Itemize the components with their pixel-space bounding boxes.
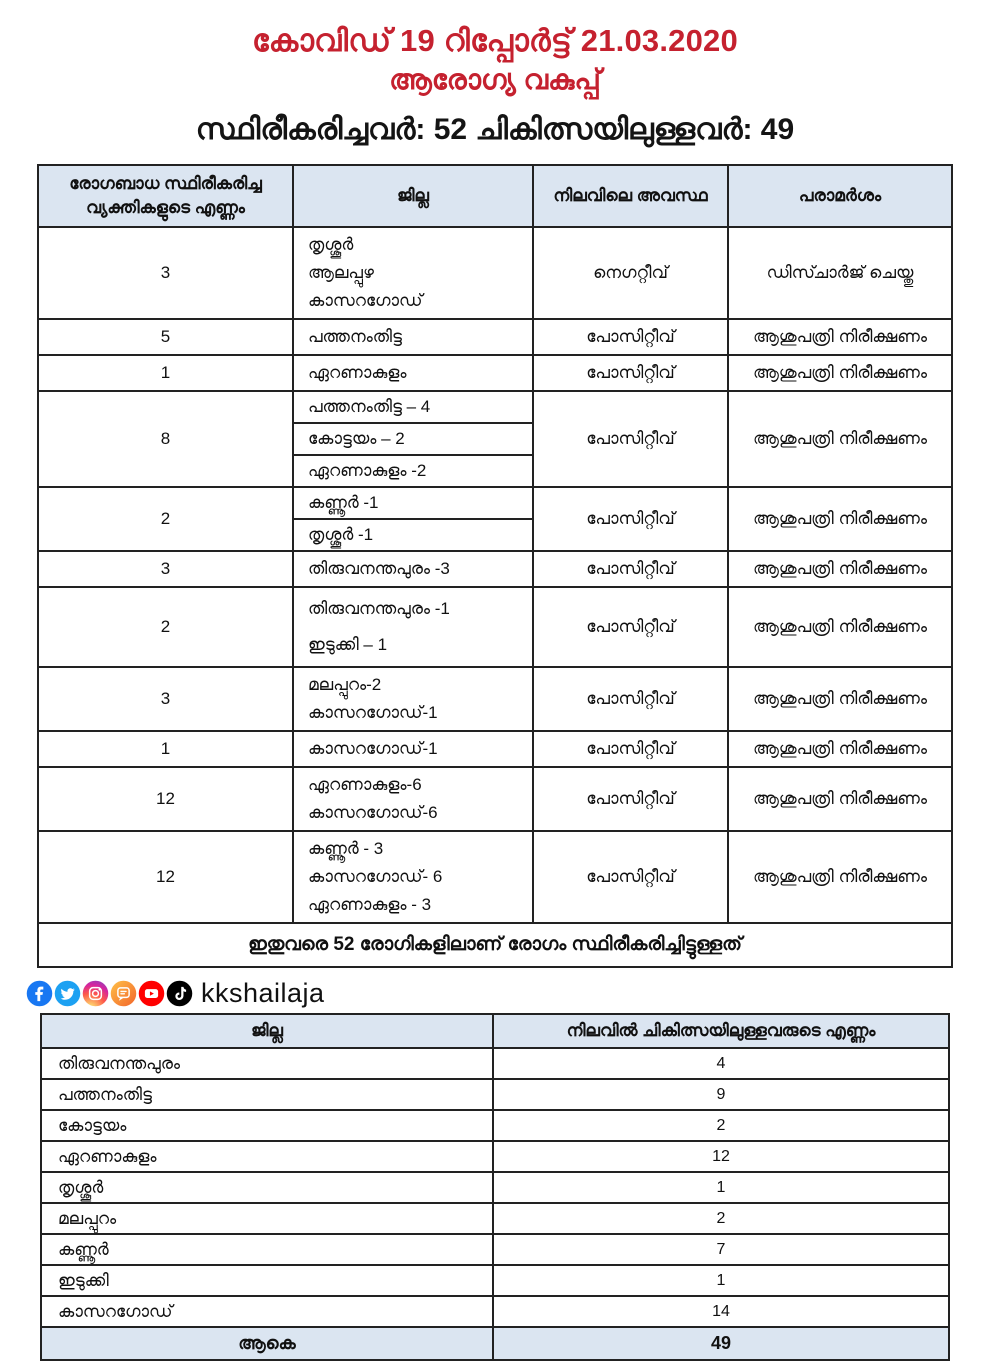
cases-table	[37, 164, 953, 968]
district-line: തിരുവനന്തപുരം -3	[308, 559, 450, 578]
table-row	[38, 587, 952, 667]
district-count: 7	[493, 1234, 949, 1265]
sharechat-icon	[110, 980, 137, 1007]
tiktok-icon	[166, 980, 193, 1007]
district-cell	[293, 667, 533, 731]
district-name: കണ്ണൂർ	[41, 1234, 493, 1265]
table-row	[41, 1172, 949, 1203]
district-count: 14	[493, 1296, 949, 1327]
district-line: തിരുവനന്തപുരം -1	[308, 599, 450, 618]
district-name: മലപ്പുറം	[41, 1203, 493, 1234]
district-count: 2	[493, 1110, 949, 1141]
status-cell: നെഗറ്റീവ്	[533, 227, 728, 319]
remark-cell: ആശുപത്രി നിരീക്ഷണം	[728, 767, 952, 831]
district-cell	[293, 355, 533, 391]
header-current-status: നിലവിലെ അവസ്ഥ	[533, 165, 728, 227]
table-row	[38, 767, 952, 831]
district-line: കാസറഗോഡ്	[308, 291, 423, 310]
district-cell	[293, 227, 533, 319]
status-cell: പോസിറ്റീവ്	[533, 551, 728, 587]
status-cell: പോസിറ്റീവ്	[533, 319, 728, 355]
table-row	[41, 1048, 949, 1079]
case-count: 1	[38, 355, 293, 391]
social-bar	[26, 977, 990, 1009]
district-line: കാസറഗോഡ്-1	[308, 739, 438, 758]
district-cell	[293, 767, 533, 831]
table-row	[41, 1234, 949, 1265]
district-name: ഏറണാകുളം	[41, 1141, 493, 1172]
district-line: ഏറണാകുളം - 3	[308, 895, 432, 914]
case-count: 1	[38, 731, 293, 767]
table-footer-row	[38, 923, 952, 967]
district-line: ആലപ്പുഴ	[308, 263, 374, 282]
table-row	[41, 1265, 949, 1296]
table-row	[38, 227, 952, 319]
table-row	[38, 487, 952, 551]
district-name: കാസറഗോഡ്	[41, 1296, 493, 1327]
summary-header-district: ജില്ല	[41, 1014, 493, 1048]
table-row	[41, 1296, 949, 1327]
case-count: 12	[38, 767, 293, 831]
remark-cell: ആശുപത്രി നിരീക്ഷണം	[728, 831, 952, 923]
header-remark: പരാമർശം	[728, 165, 952, 227]
district-line: മലപ്പുറം-2	[308, 675, 382, 694]
case-count: 12	[38, 831, 293, 923]
table-row	[38, 551, 952, 587]
summary-header-row	[41, 1014, 949, 1048]
header-district: ജില്ല	[293, 165, 533, 227]
district-count: 1	[493, 1172, 949, 1203]
case-count: 5	[38, 319, 293, 355]
district-cell	[293, 551, 533, 587]
table-row	[41, 1141, 949, 1172]
case-count: 3	[38, 227, 293, 319]
case-count: 3	[38, 551, 293, 587]
status-cell: പോസിറ്റീവ്	[533, 831, 728, 923]
remark-cell: ആശുപത്രി നിരീക്ഷണം	[728, 355, 952, 391]
remark-cell: ആശുപത്രി നിരീക്ഷണം	[728, 391, 952, 487]
district-cell	[293, 587, 533, 667]
district-line: ഏറണാകുളം	[308, 363, 407, 382]
instagram-icon	[82, 980, 109, 1007]
district-count: 1	[493, 1265, 949, 1296]
district-cell	[293, 319, 533, 355]
total-confirmed-note: ഇതുവരെ 52 രോഗികളിലാണ് രോഗം സ്ഥിരീകരിച്ചിട്ടുള്ളത്	[38, 923, 952, 967]
district-cell	[293, 487, 533, 551]
header-confirmed-count	[38, 165, 293, 227]
table-row	[41, 1203, 949, 1234]
table-row	[41, 1110, 949, 1141]
district-line: തൃശ്ശൂർ	[308, 235, 354, 254]
header-confirmed-count-line1: രോഗബാധ സ്ഥിരീകരിച്ച	[69, 174, 262, 193]
status-cell: പോസിറ്റീവ്	[533, 587, 728, 667]
status-cell: പോസിറ്റീവ്	[533, 767, 728, 831]
table-row	[41, 1079, 949, 1110]
district-name: തൃശ്ശൂർ	[41, 1172, 493, 1203]
district-name: തിരുവനന്തപുരം	[41, 1048, 493, 1079]
status-cell: പോസിറ്റീവ്	[533, 355, 728, 391]
page-title: കോവിഡ് 19 റിപ്പോർട്ട് 21.03.2020	[252, 23, 738, 58]
district-subcell: പത്തനംതിട്ട – 4	[308, 397, 431, 416]
district-line: ഇടുക്കി – 1	[308, 635, 388, 654]
district-line: കാസറഗോഡ്-1	[308, 703, 438, 722]
district-name: കോട്ടയം	[41, 1110, 493, 1141]
district-cell	[293, 391, 533, 487]
case-count: 2	[38, 487, 293, 551]
district-subcell: കണ്ണൂർ -1	[308, 493, 379, 512]
district-line: കാസറഗോഡ്- 6	[308, 867, 443, 886]
district-subcell: ഏറണാകുളം -2	[294, 454, 532, 486]
district-count: 4	[493, 1048, 949, 1079]
table-row	[38, 667, 952, 731]
remark-cell: ഡിസ്ചാർജ് ചെയ്തു	[728, 227, 952, 319]
header-confirmed-count-line2: വ്യക്തികളുടെ എണ്ണം	[86, 198, 245, 217]
district-name: പത്തനംതിട്ട	[41, 1079, 493, 1110]
district-summary-table	[40, 1013, 950, 1361]
table-row	[38, 391, 952, 487]
district-line: കണ്ണൂർ - 3	[308, 839, 384, 858]
cases-table-header-row	[38, 165, 952, 227]
status-cell: പോസിറ്റീവ്	[533, 391, 728, 487]
remark-cell: ആശുപത്രി നിരീക്ഷണം	[728, 551, 952, 587]
district-subcell: തൃശ്ശൂർ -1	[294, 518, 532, 550]
case-count: 3	[38, 667, 293, 731]
district-subcell: കോട്ടയം – 2	[294, 422, 532, 454]
social-handle: kkshailaja	[201, 977, 325, 1008]
district-line: പത്തനംതിട്ട	[308, 327, 402, 346]
district-line: കാസറഗോഡ്-6	[308, 803, 438, 822]
status-cell: പോസിറ്റീവ്	[533, 667, 728, 731]
district-count: 2	[493, 1203, 949, 1234]
status-cell: പോസിറ്റീവ്	[533, 487, 728, 551]
remark-cell: ആശുപത്രി നിരീക്ഷണം	[728, 731, 952, 767]
facebook-icon	[26, 980, 53, 1007]
summary-header-count: നിലവിൽ ചികിത്സയിലുള്ളവരുടെ എണ്ണം	[493, 1014, 949, 1048]
district-count: 12	[493, 1141, 949, 1172]
summary-total-row	[41, 1327, 949, 1360]
total-value: 49	[493, 1327, 949, 1360]
district-count: 9	[493, 1079, 949, 1110]
status-cell: പോസിറ്റീവ്	[533, 731, 728, 767]
total-label: ആകെ	[41, 1327, 493, 1360]
case-count: 8	[38, 391, 293, 487]
district-line: ഏറണാകുളം-6	[308, 775, 422, 794]
remark-cell: ആശുപത്രി നിരീക്ഷണം	[728, 587, 952, 667]
district-cell	[293, 831, 533, 923]
table-row	[38, 355, 952, 391]
table-row	[38, 831, 952, 923]
district-name: ഇടുക്കി	[41, 1265, 493, 1296]
case-count: 2	[38, 587, 293, 667]
youtube-icon	[138, 980, 165, 1007]
twitter-icon	[54, 980, 81, 1007]
remark-cell: ആശുപത്രി നിരീക്ഷണം	[728, 319, 952, 355]
page-subtitle: ആരോഗ്യ വകുപ്പ്	[389, 64, 601, 95]
remark-cell: ആശുപത്രി നിരീക്ഷണം	[728, 487, 952, 551]
district-cell	[293, 731, 533, 767]
remark-cell: ആശുപത്രി നിരീക്ഷണം	[728, 667, 952, 731]
confirmed-treated-stats: സ്ഥിരീകരിച്ചവർ: 52 ചികിത്സയിലുള്ളവർ: 49	[195, 113, 795, 146]
table-row	[38, 731, 952, 767]
table-row	[38, 319, 952, 355]
